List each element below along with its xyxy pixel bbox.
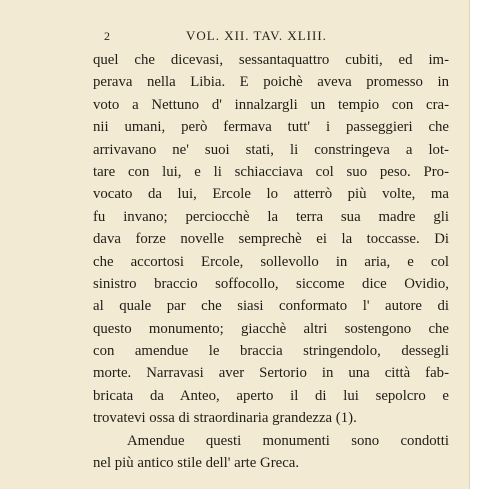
- text-line: trovatevi ossa di straordinaria grandezza (1).: [93, 410, 357, 427]
- text-line: al quale par che siasi conformato l' autore di: [93, 298, 449, 315]
- text-line: tare con lui, e li schiacciava col suo peso. Pro-: [93, 163, 449, 180]
- text-line: questo monumento; giacchè altri sostengono che: [93, 320, 449, 337]
- page-number: 2: [104, 29, 111, 43]
- text-line: morte. Narravasi aver Sertorio in una città fab-: [93, 365, 449, 382]
- text-line: fu invano; perciocchè la terra sua madre gli: [93, 208, 449, 225]
- text-line: sinistro braccio soffocollo, siccome dice Ovidio,: [93, 275, 449, 292]
- running-head: VOL. XII. TAV. XLIII.: [186, 28, 327, 43]
- text-line: voto a Nettuno d' innalzargli un tempio con cra-: [93, 96, 449, 113]
- text-line: arrivavano ne' suoi stati, li constringeva a lot-: [93, 141, 449, 158]
- text-line: che accortosi Ercole, sollevollo in aria, e col: [93, 253, 449, 270]
- text-line: quel che dicevasi, sessantaquattro cubiti, ed im-: [93, 52, 449, 68]
- text-line: vocato da lui, Ercole lo atterrò più volte, ma: [93, 186, 449, 203]
- body-text: [93, 49, 449, 474]
- text-line: nii umani, però fermava tutt' i passeggieri che: [93, 119, 449, 136]
- text-line: nel più antico stile dell' arte Greca.: [93, 455, 300, 472]
- page-header: [104, 28, 364, 46]
- text-line: bricata da Anteo, aperto il di lui sepolcro e: [93, 387, 449, 404]
- text-line: con amendue le braccia stringendolo, dessegli: [93, 343, 449, 360]
- paragraph-start-line: Amendue questi monumenti sono condotti: [127, 432, 449, 449]
- text-line: perava nella Libia. E poichè aveva promesso in: [93, 74, 449, 91]
- text-line: dava forze novelle semprechè ei la toccasse. Di: [93, 231, 449, 248]
